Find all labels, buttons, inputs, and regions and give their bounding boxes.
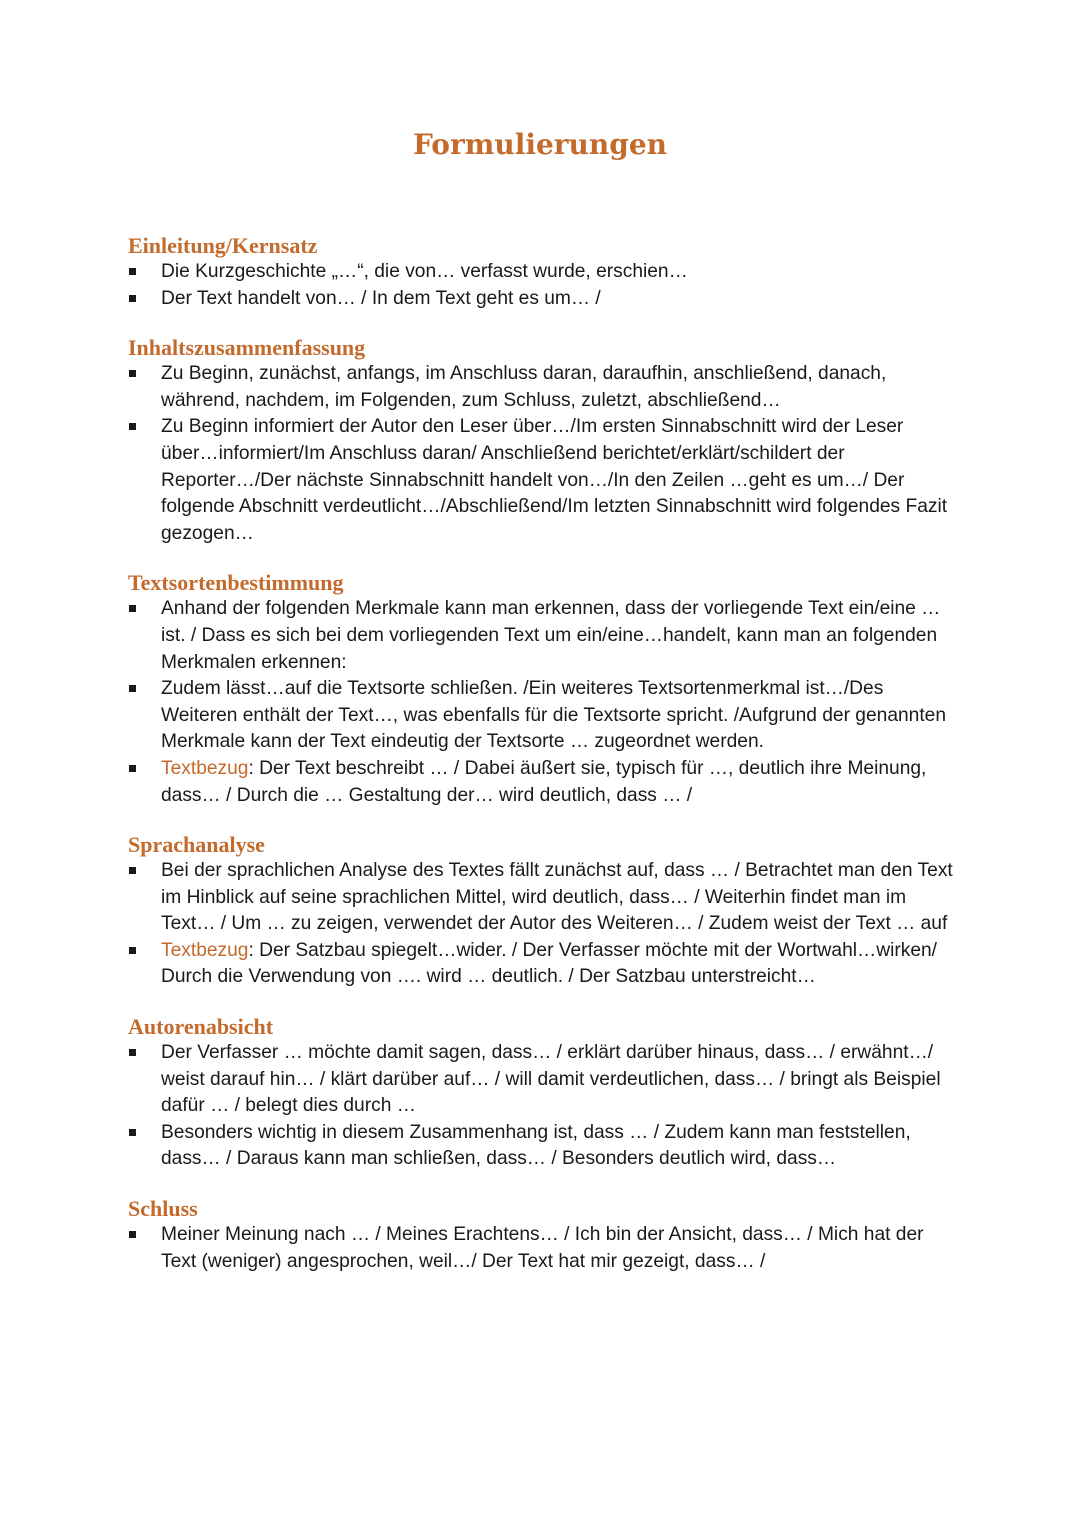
section-einleitung [128, 233, 958, 312]
square-bullet-icon [129, 1231, 136, 1238]
list-item [128, 596, 958, 676]
list-item-text: Zudem lässt…auf die Textsorte schließen. /Ein weiteres Textsortenmerkmal ist…/Des Weiteren enthält der Text…, was ebenfalls für die Textsorte spricht. /Aufgrund der genannten Merkmale kann der Text eindeutig der Textsorte … zugeordnet werden. [161, 678, 947, 753]
bullet-list [128, 596, 958, 809]
section-textsortenbestimmung [128, 570, 958, 809]
square-bullet-icon [129, 370, 136, 377]
list-item-text: Anhand der folgenden Merkmale kann man erkennen, dass der vorliegende Text ein/eine …ist. / Dass es sich bei dem vorliegenden Text um ein/eine…handelt, kann man an folgenden Merkmalen erkennen: [161, 598, 941, 673]
textbezug-label: Textbezug [161, 757, 249, 779]
page-title: Formulierungen [412, 128, 668, 161]
list-item-text: Zu Beginn informiert der Autor den Leser über…/Im ersten Sinnabschnitt wird der Leser über…informiert/Im Anschluss daran/ Anschließend berichtet/erklärt/schildert der Reporter…/Der nächste Sinnabschnitt handelt von…/In den Zeilen …geht es um…/ Der folgende Abschnitt verdeutlicht…/Abschließend/Im letzten Sinnabschnitt wird folgendes Fazit gezogen… [161, 416, 948, 544]
list-item [128, 858, 958, 938]
list-item-text: Die Kurzgeschichte „…“, die von… verfasst wurde, erschien… [161, 261, 688, 282]
list-item-text: : Der Text beschreibt … / Dabei äußert sie, typisch für …, deutlich ihre Meinung, dass… / Durch die … Gestaltung der… wird deutlich, dass … / [161, 757, 927, 806]
list-item [128, 756, 958, 809]
section-heading: Autorenabsicht [128, 1014, 274, 1040]
section-schluss [128, 1196, 958, 1275]
list-item [128, 361, 958, 414]
bullet-list [128, 259, 958, 312]
section-heading: Textsortenbestimmung [128, 570, 344, 596]
bullet-list [128, 1222, 958, 1275]
square-bullet-icon [129, 1049, 136, 1056]
bullet-list [128, 858, 958, 991]
square-bullet-icon [129, 947, 136, 954]
square-bullet-icon [129, 295, 136, 302]
square-bullet-icon [129, 605, 136, 612]
list-item-text: Bei der sprachlichen Analyse des Textes fällt zunächst auf, dass … / Betrachtet man den Text im Hinblick auf seine sprachlichen Mittel, wird deutlich, dass… / Weiterhin findet man im Text… / Um … zu zeigen, verwendet der Autor des Weiteren… / Zudem weist der Text … auf [161, 860, 953, 935]
list-item-text: Meiner Meinung nach … / Meines Erachtens… / Ich bin der Ansicht, dass… / Mich hat der Text (weniger) angesprochen, weil…/ Der Text hat mir gezeigt, dass… / [161, 1224, 924, 1272]
textbezug-label: Textbezug [161, 939, 249, 961]
list-item [128, 286, 958, 313]
section-heading: Einleitung/Kernsatz [128, 233, 318, 258]
section-heading: Inhaltszusammenfassung [128, 335, 366, 361]
bullet-list [128, 361, 958, 547]
list-item [128, 1040, 958, 1120]
bullet-list [128, 1040, 958, 1173]
list-item [128, 938, 958, 991]
section-sprachanalyse [128, 832, 958, 991]
section-inhaltszusammenfassung [128, 335, 958, 547]
list-item [128, 1120, 958, 1173]
square-bullet-icon [129, 765, 136, 772]
square-bullet-icon [129, 685, 136, 692]
list-item-text: Zu Beginn, zunächst, anfangs, im Anschluss daran, daraufhin, anschließend, danach, während, nachdem, im Folgenden, zum Schluss, zuletzt, abschließend… [161, 363, 887, 411]
list-item [128, 676, 958, 756]
square-bullet-icon [129, 867, 136, 874]
section-autorenabsicht [128, 1014, 958, 1173]
list-item [128, 259, 958, 286]
list-item [128, 414, 958, 547]
section-heading: Sprachanalyse [128, 832, 265, 858]
section-heading: Schluss [128, 1196, 198, 1222]
list-item-text: : Der Satzbau spiegelt…wider. / Der Verfasser möchte mit der Wortwahl…wirken/ Durch die Verwendung von …. wird … deutlich. / Der Satzbau unterstreicht… [161, 939, 937, 988]
list-item-text: Der Text handelt von… / In dem Text geht es um… / [161, 287, 601, 309]
list-item [128, 1222, 958, 1275]
square-bullet-icon [129, 268, 136, 275]
document-body [128, 233, 958, 1298]
square-bullet-icon [129, 1129, 136, 1136]
list-item-text: Der Verfasser … möchte damit sagen, dass… / erklärt darüber hinaus, dass… / erwähnt…/ weist darauf hin… / klärt darüber auf… / will damit verdeutlichen, dass… / bringt als Beispiel dafür … / belegt dies durch … [161, 1042, 941, 1117]
square-bullet-icon [129, 423, 136, 430]
list-item-text: Besonders wichtig in diesem Zusammenhang ist, dass … / Zudem kann man feststellen, dass… / Daraus kann man schließen, dass… / Besonders deutlich wird, dass… [161, 1121, 911, 1170]
